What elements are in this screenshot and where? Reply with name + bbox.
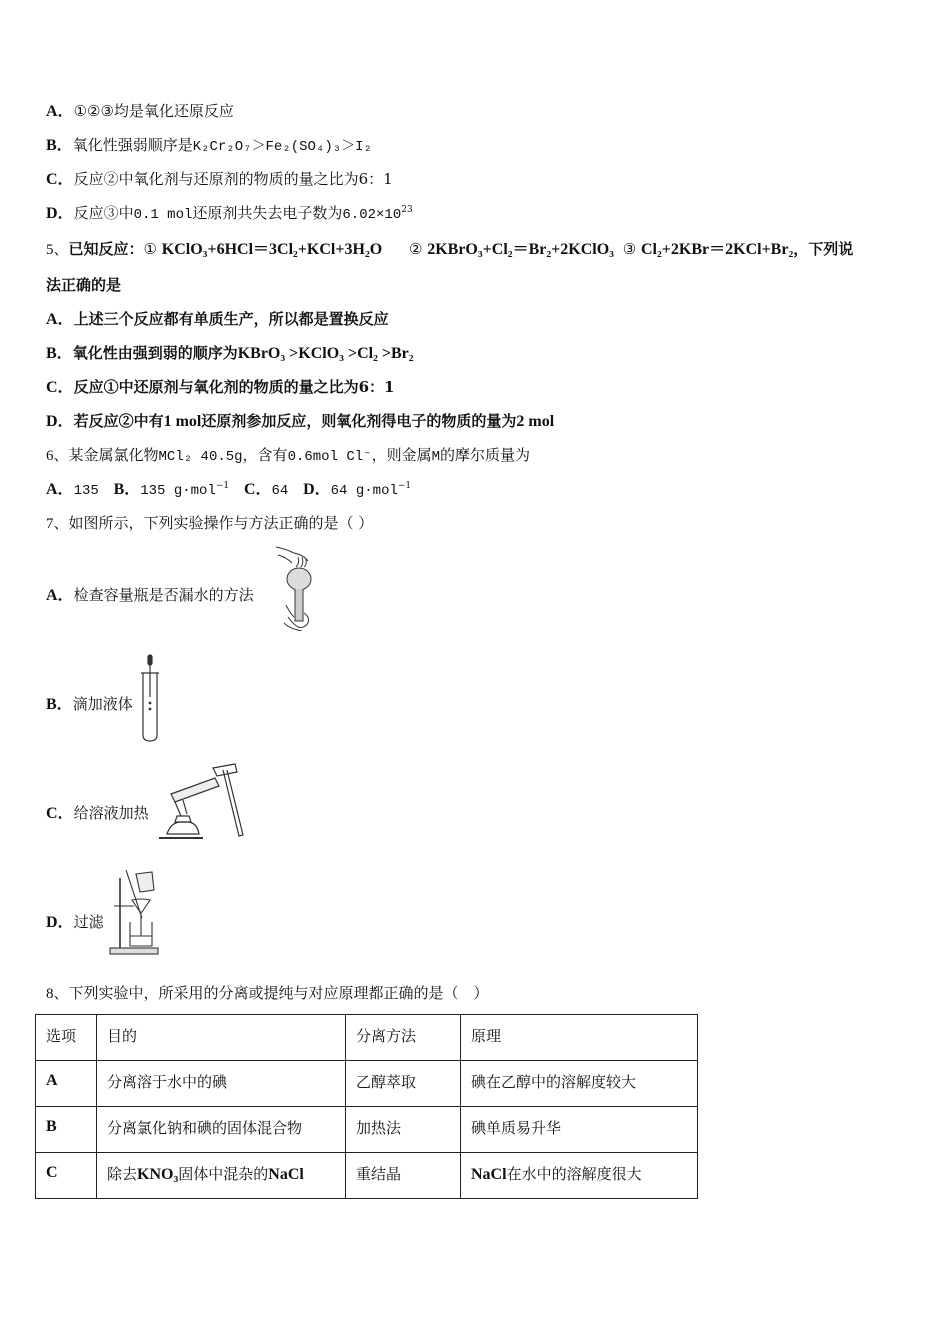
q5-option-c: C．反应①中还原剂与氧化剂的物质的量之比为6：1: [46, 378, 395, 396]
dropper-test-tube-figure: [138, 653, 164, 743]
q6-options: [46, 479, 411, 501]
q8-stem: 8、下列实验中，所采用的分离或提纯与对应原理都正确的是（ ）: [46, 984, 489, 1002]
q6-option-b: B．135 g·mol$^{-1}$: [113, 481, 230, 499]
q4-option-d: D．反应③中0.1 mol还原剂共失去电子数为$6.02\times 10^{23}$: [46, 204, 413, 223]
q7-stem: 7、如图所示，下列实验操作与方法正确的是（ ）: [46, 514, 374, 532]
q7-option-a: A．检查容量瓶是否漏水的方法: [46, 586, 254, 604]
volumetric-flask-figure: [272, 543, 324, 631]
header-principle: 原理: [461, 1015, 698, 1061]
table-row: A 分离溶于水中的碘 乙醇萃取 碘在乙醇中的溶解度较大: [36, 1061, 698, 1107]
q6-option-a: A．135: [46, 481, 99, 499]
q6-stem: 6、某金属氯化物MCl₂ 40.5g，含有0.6mol Cl⁻，则金属M的摩尔质量为: [46, 446, 531, 465]
q7-option-b: B．滴加液体: [46, 695, 133, 713]
header-purpose: 目的: [97, 1015, 346, 1061]
q7-option-d: D．过滤: [46, 913, 104, 931]
q5-option-b: B．氧化性由强到弱的顺序为KBrO₃ >KClO₃ >Cl₂ >Br₂: [46, 344, 414, 362]
reaction-1: KClO₃+6HCl＝3Cl₂+KCl+3H₂O: [161, 241, 383, 258]
q4-option-c: C．反应②中氧化剂与还原剂的物质的量之比为6：1: [46, 170, 393, 188]
filtration-setup-figure: [108, 868, 160, 958]
header-method: 分离方法: [346, 1015, 461, 1061]
table-header-row: [36, 1015, 698, 1061]
q5-option-a: A．上述三个反应都有单质生产，所以都是置换反应: [46, 310, 389, 328]
q6-option-d: D．64 g·mol$^{-1}$: [303, 481, 412, 499]
reaction-2: 2KBrO₃+Cl₂＝Br₂+2KClO₃: [427, 241, 614, 258]
heating-setup-figure: [157, 760, 245, 842]
q6-option-c: C．64: [243, 481, 289, 499]
q7-option-c: C．给溶液加热: [46, 804, 149, 822]
q4-option-b: B．氧化性强弱顺序是K₂Cr₂O₇＞Fe₂(SO₄)₃＞I₂: [46, 136, 372, 155]
header-option: 选项: [36, 1015, 97, 1061]
q8-table: [35, 1014, 698, 1199]
table-row: B 分离氯化钠和碘的固体混合物 加热法 碘单质易升华: [36, 1107, 698, 1153]
q4-option-a: A．①②③均是氧化还原反应: [46, 102, 234, 120]
q5-option-d: D．若反应②中有1 mol还原剂参加反应，则氧化剂得电子的物质的量为2 mol: [46, 412, 555, 430]
table-row: C 除去KNO₃固体中混杂的NaCl 重结晶 NaCl在水中的溶解度很大: [36, 1153, 698, 1199]
q5-stem-continued: 法正确的是: [46, 276, 122, 294]
reaction-3: Cl₂+2KBr＝2KCl+Br₂: [640, 241, 794, 258]
q5-stem: 5、已知反应：① KClO₃+6HCl＝3Cl₂+KCl+3H₂O ② 2KBrO₃+Cl₂＝Br₂+2KClO₃ ③ Cl₂+2KBr＝2KCl+Br₂，下列说: [46, 240, 854, 258]
